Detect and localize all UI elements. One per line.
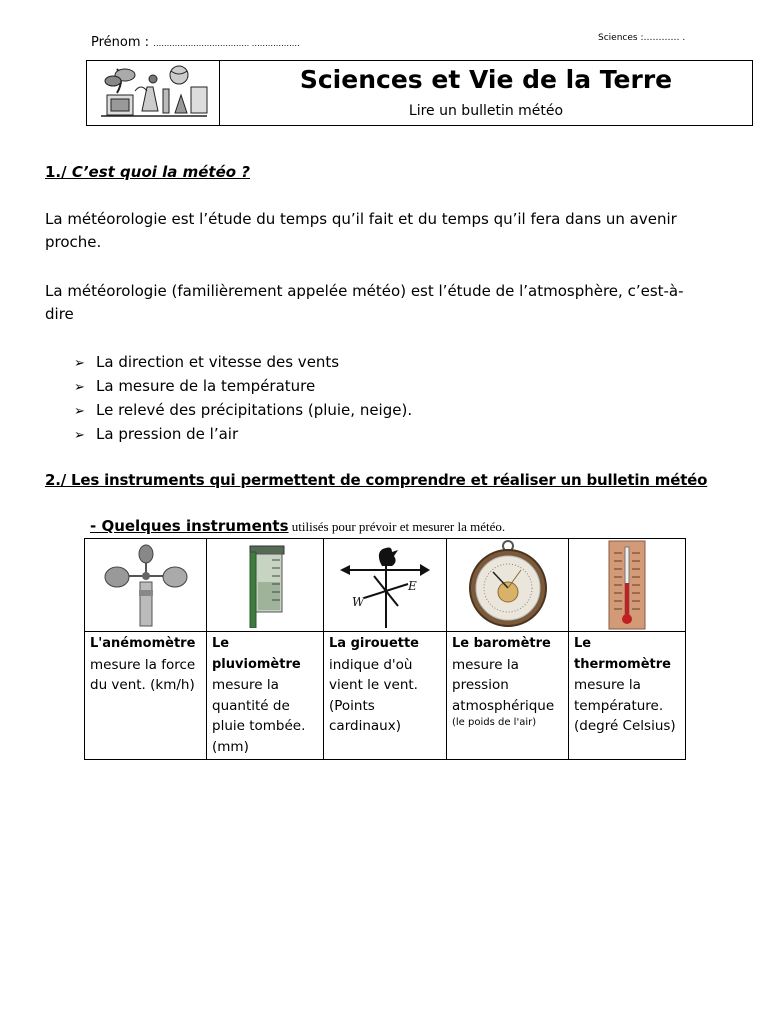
instrument-image-cell	[207, 539, 324, 632]
list-item: ➢ La pression de l’air	[74, 422, 412, 446]
instruments-subheading	[90, 517, 505, 535]
instrument-note: (le poids de l'air)	[452, 717, 537, 728]
instrument-name: L'anémomètre	[90, 636, 196, 651]
list-item: ➢ Le relevé des précipitations (pluie, neige).	[74, 398, 412, 422]
instrument-name: La girouette	[329, 636, 420, 651]
instrument-image-cell	[569, 539, 686, 632]
paragraph-2: La météorologie (familièrement appelée météo) est l’étude de l’atmosphère, c’est-à-dire	[45, 282, 684, 323]
instrument-desc: mesure la température. (degré Celsius)	[574, 677, 676, 734]
instrument-cell-anemometre	[85, 632, 207, 760]
list-item: ➢ La mesure de la température	[74, 374, 412, 398]
section1-number: 1./	[45, 163, 67, 181]
instrument-desc: mesure la force du vent. (km/h)	[90, 656, 196, 693]
arrow-bullet-icon: ➢	[74, 380, 85, 395]
science-illustration-icon	[87, 61, 220, 125]
instrument-image-cell	[447, 539, 569, 632]
prenom-line	[91, 35, 300, 50]
instrument-cell-barometre	[447, 632, 569, 760]
instrument-desc: mesure la quantité de pluie tombée. (mm)	[212, 677, 306, 755]
svg-text:W: W	[352, 595, 365, 609]
svg-text:E: E	[408, 579, 417, 593]
instruments-table	[84, 538, 686, 760]
section1-heading	[45, 163, 250, 181]
arrow-bullet-icon: ➢	[74, 428, 85, 443]
instrument-name: Le baromètre	[452, 636, 551, 651]
instrument-desc: indique d'où vient le vent. (Points cardinaux)	[329, 656, 418, 734]
instrument-cell-thermometre	[569, 632, 686, 760]
prenom-label: Prénom :	[91, 35, 150, 50]
page-subtitle: Lire un bulletin météo	[408, 103, 564, 119]
instrument-name: Le pluviomètre	[212, 636, 301, 672]
header-box	[86, 60, 753, 126]
paragraph-1: La météorologie est l’étude du temps qu’il fait et du temps qu’il fera dans un avenir proche.	[45, 210, 677, 251]
section1-title: C’est quoi la météo ?	[66, 163, 250, 181]
prenom-blank[interactable]: ……………………………… ………………	[153, 39, 300, 48]
instrument-cell-girouette	[324, 632, 447, 760]
subheading-rest: utilisés pour prévoir et mesurer la météo.	[288, 519, 506, 534]
subheading-dash: -	[90, 517, 102, 535]
weathervane-icon	[330, 540, 440, 630]
subheading-bold: Quelques instruments	[101, 517, 289, 535]
arrow-bullet-icon: ➢	[74, 404, 85, 419]
rain-gauge-icon	[220, 542, 310, 628]
anemometer-icon	[101, 542, 191, 628]
bullet-list	[74, 350, 412, 446]
barometer-icon	[463, 540, 553, 630]
page-title: Sciences et Vie de la Terre	[299, 65, 673, 94]
thermometer-icon	[582, 539, 672, 631]
instrument-name: Le thermomètre	[574, 636, 671, 672]
instrument-image-cell	[85, 539, 207, 632]
instrument-cell-pluviometre	[207, 632, 324, 760]
science-illustration	[87, 61, 220, 125]
list-item: ➢ La direction et vitesse des vents	[74, 350, 412, 374]
arrow-bullet-icon: ➢	[74, 356, 85, 371]
instrument-image-cell	[324, 539, 447, 632]
sciences-label: Sciences :………… .	[598, 33, 686, 43]
instrument-desc: mesure la pression atmosphérique	[452, 656, 555, 714]
section2-heading: 2./ Les instruments qui permettent de comprendre et réaliser un bulletin météo	[45, 471, 708, 489]
